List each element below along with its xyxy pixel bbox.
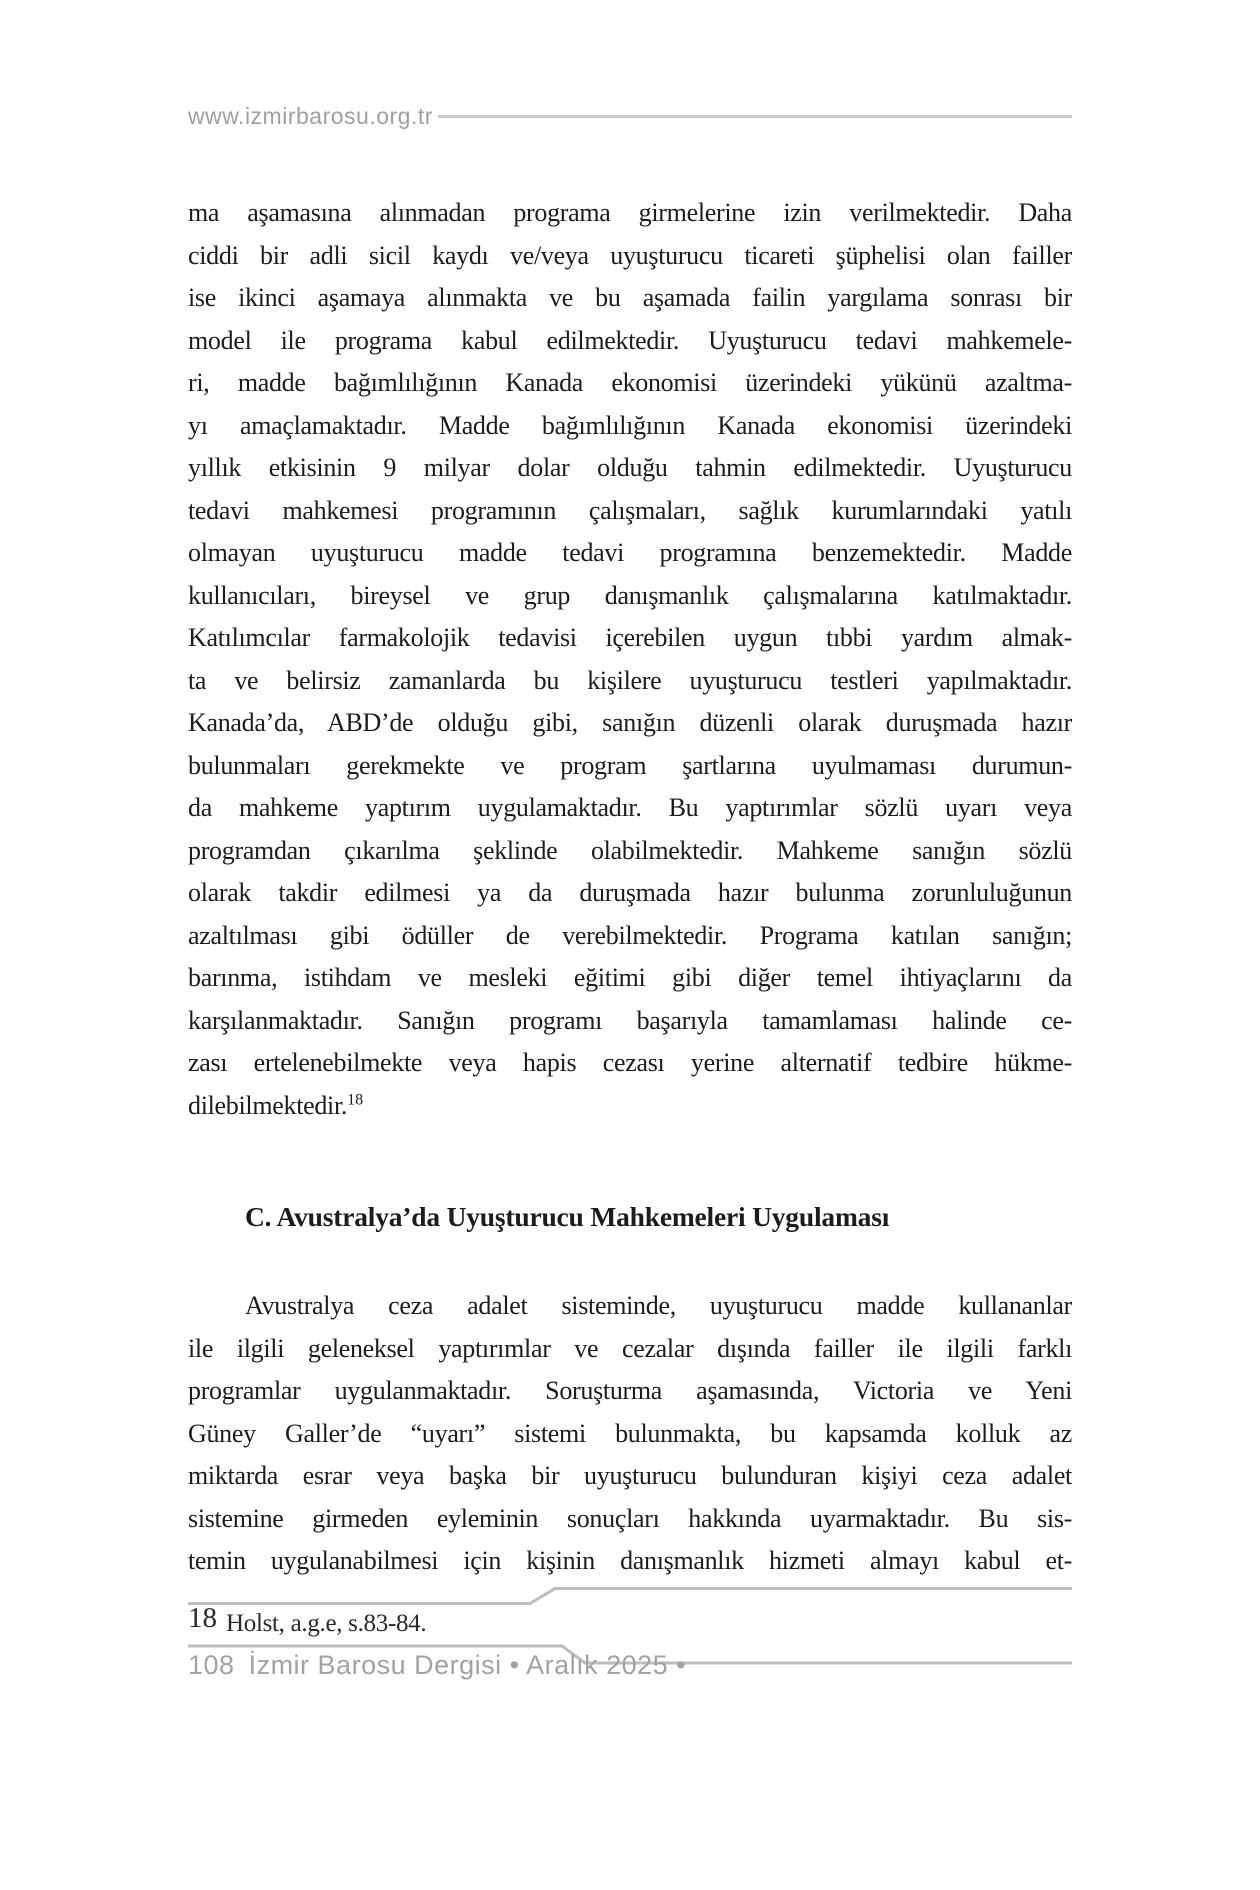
paragraph-line: karşılanmaktadır. Sanığın programı başarıyla tamamlaması halinde ce- <box>188 1005 1072 1035</box>
header-rule <box>438 115 1072 118</box>
paragraph-last-line: dilebilmektedir.$^{18}$ <box>188 1090 364 1120</box>
paragraph-line: ma aşamasına alınmadan programa girmelerine izin verilmektedir. Daha <box>188 198 1072 227</box>
paragraph-line: olarak takdir edilmesi ya da duruşmada hazır bulunma zorunluluğunun <box>188 878 1072 907</box>
paragraph-line: olmayan uyuşturucu madde tedavi programına benzemektedir. Madde <box>188 538 1072 567</box>
paragraph-line: azaltılması gibi ödüller de verebilmektedir. Programa katılan sanığın; <box>188 920 1072 950</box>
paragraph-line: Kanada’da, ABD’de olduğu gibi, sanığın düzenli olarak duruşmada hazır <box>188 708 1072 737</box>
paragraph-line: Katılımcılar farmakolojik tedavisi içerebilen uygun tıbbi yardım almak- <box>188 623 1072 652</box>
paragraph-line: yıllık etkisinin 9 milyar dolar olduğu tahmin edilmektedir. Uyuşturucu <box>188 453 1072 482</box>
paragraph-line: Avustralya ceza adalet sisteminde, uyuşturucu madde kullananlar <box>245 1291 1072 1320</box>
paragraph-line: yı amaçlamaktadır. Madde bağımlılığının Kanada ekonomisi üzerindeki <box>188 410 1072 440</box>
section-heading: C. Avustralya’da Uyuşturucu Mahkemeleri Uygulaması <box>245 1201 890 1232</box>
paragraph-line: miktarda esrar veya başka bir uyuşturucu bulunduran kişiyi ceza adalet <box>188 1461 1072 1490</box>
footnote-reference: 18 <box>347 1090 364 1108</box>
paragraph-line: kullanıcıları, bireysel ve grup danışmanlık çalışmalarına katılmaktadır. <box>188 580 1072 610</box>
paragraph-1 <box>188 192 1072 1127</box>
paragraph-line: sistemine girmeden eyleminin sonuçları hakkında uyarmaktadır. Bu sis- <box>188 1503 1072 1533</box>
website-url: www.izmirbarosu.org.tr <box>188 102 433 129</box>
paragraph-line: bulunmaları gerekmekte ve program şartlarına uyulmaması durumun- <box>188 750 1072 780</box>
footnote-separator <box>188 1585 1072 1607</box>
paragraph-line: programdan çıkarılma şeklinde olabilmektedir. Mahkeme sanığın sözlü <box>188 835 1072 865</box>
footnote-text: Holst, a.g.e, s.83-84. <box>226 1610 427 1637</box>
page-header <box>188 101 1072 131</box>
paragraph-line: zası ertelenebilmekte veya hapis cezası yerine alternatif tedbire hükme- <box>188 1048 1072 1077</box>
journal-title: İzmir Barosu Dergisi • Aralık 2025 • <box>248 1650 687 1680</box>
paragraph-line: barınma, istihdam ve mesleki eğitimi gibi diğer temel ihtiyaçlarını da <box>188 963 1072 992</box>
paragraph-line: programlar uygulanmaktadır. Soruşturma aşamasında, Victoria ve Yeni <box>188 1376 1072 1405</box>
paragraph-line: model ile programa kabul edilmektedir. Uyuşturucu tedavi mahkemele- <box>188 325 1072 355</box>
paragraph-line: Güney Galler’de “uyarı” sistemi bulunmakta, bu kapsamda kolluk az <box>188 1418 1072 1448</box>
paragraph-line: ri, madde bağımlılığının Kanada ekonomisi üzerindeki yükünü azaltma- <box>188 368 1072 397</box>
paragraph-line: ise ikinci aşamaya alınmakta ve bu aşamada failin yargılama sonrası bir <box>188 283 1072 312</box>
paragraph-line: temin uygulanabilmesi için kişinin danışmanlık hizmeti almayı kabul et- <box>188 1546 1072 1575</box>
paragraph-line: ta ve belirsiz zamanlarda bu kişilere uyuşturucu testleri yapılmaktadır. <box>188 665 1072 695</box>
footnote <box>188 1602 1072 1639</box>
paragraph-line: ile ilgili geleneksel yaptırımlar ve cezalar dışında failler ile ilgili farklı <box>188 1333 1072 1363</box>
page-number: 108 <box>188 1650 235 1680</box>
paragraph-line: da mahkeme yaptırım uygulamaktadır. Bu yaptırımlar sözlü uyarı veya <box>188 793 1072 822</box>
page-footer <box>188 1650 1072 1681</box>
footnote-number: 18 <box>188 1602 217 1634</box>
paragraph-2 <box>188 1285 1072 1583</box>
paragraph-line: ciddi bir adli sicil kaydı ve/veya uyuşturucu ticareti şüphelisi olan failler <box>188 240 1072 270</box>
paragraph-line: tedavi mahkemesi programının çalışmaları, sağlık kurumlarındaki yatılı <box>188 495 1072 525</box>
